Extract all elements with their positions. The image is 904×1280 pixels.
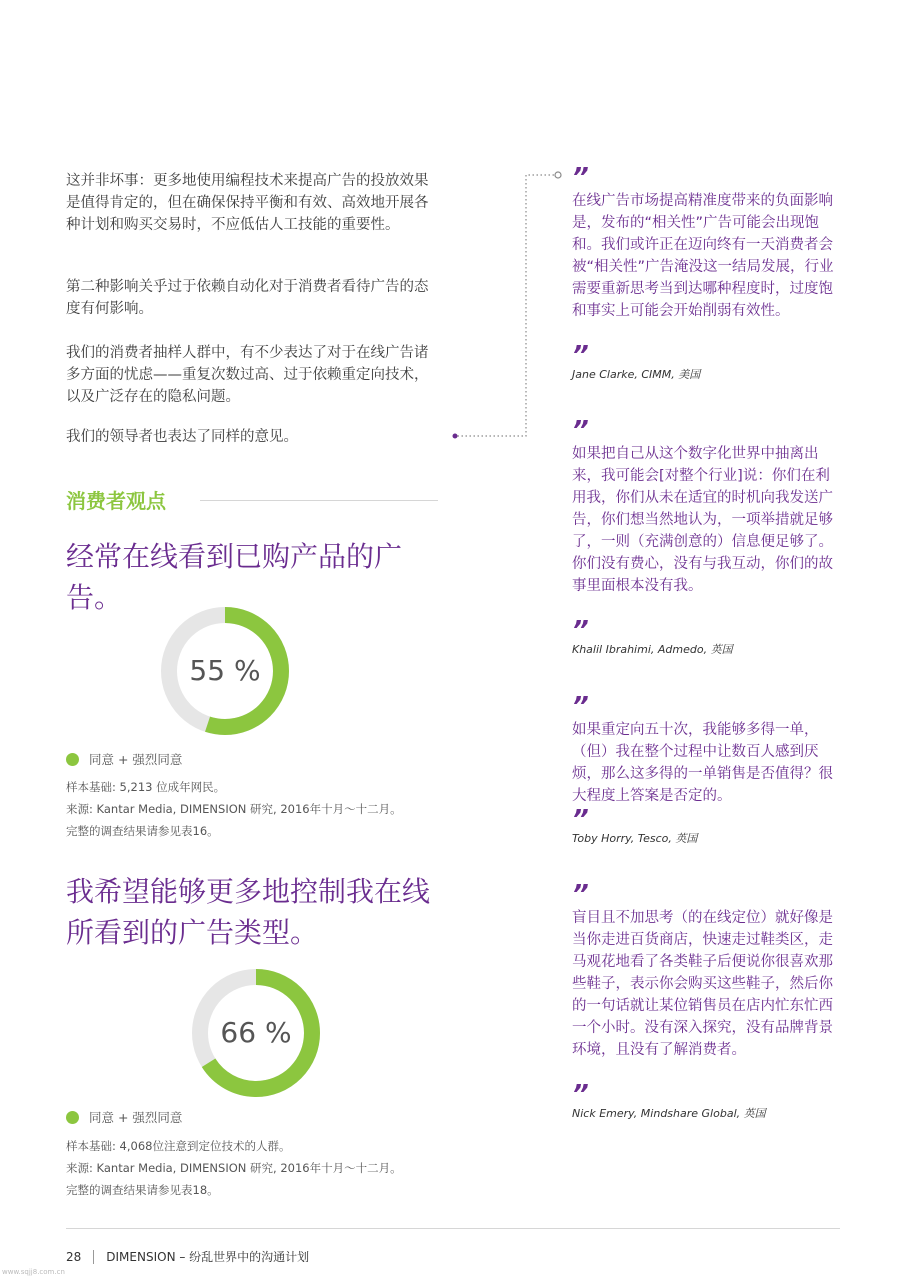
quote-4-text: 盲目且不加思考（的在线定位）就好像是当你走进百货商店，快速走过鞋类区，走马观花地看了各类鞋子后便说你很喜欢那些鞋子，表示你会购买这些鞋子，然后你的一句话就让某位销售员在店内忙东忙西一个小时。没有深入探究，没有品牌背景环境，且没有了解消费者。 bbox=[572, 910, 833, 1058]
quote-2-author: Khalil Ibrahimi, Admedo, 英国 bbox=[572, 643, 733, 656]
quote-3-close-mark-icon: ” bbox=[572, 805, 589, 835]
legend-dot-icon bbox=[66, 753, 79, 766]
stat-1-headline: 经常在线看到已购产品的广告。 bbox=[66, 540, 403, 614]
stat-2-sample: 样本基础: 4,068位注意到定位技术的人群。 bbox=[66, 1139, 291, 1153]
quote-4-mark-icon: ” bbox=[572, 880, 589, 910]
intro-paragraph-2: 第二种影响关乎过于依赖自动化对于消费者看待广告的态度有何影响。 bbox=[66, 279, 429, 317]
quote-1-author: Jane Clarke, CIMM, 美国 bbox=[572, 368, 701, 381]
quote-1-mark-icon: ” bbox=[572, 163, 589, 193]
quote-3-text: 如果重定向五十次，我能够多得一单，（但）我在整个过程中让数百人感到厌烦，那么这多得的一单销售是否值得？很大程度上答案是否定的。 bbox=[572, 722, 833, 804]
stat-1-legend bbox=[66, 750, 182, 768]
footer-divider bbox=[66, 1228, 840, 1229]
footer-title: DIMENSION – 纷乱世界中的沟通计划 bbox=[106, 1250, 310, 1264]
section-divider bbox=[200, 500, 438, 501]
intro-paragraph-4: 我们的领导者也表达了同样的意见。 bbox=[66, 429, 298, 445]
stat-2-value: 66 % bbox=[220, 1016, 292, 1049]
section-title: 消费者观点 bbox=[66, 489, 166, 513]
legend-dot-icon bbox=[66, 1111, 79, 1124]
stat-2-legend bbox=[66, 1108, 182, 1126]
quote-4-close-mark-icon: ” bbox=[572, 1080, 589, 1110]
stat-1-sample: 样本基础: 5,213 位成年网民。 bbox=[66, 780, 226, 794]
stat-1-value: 55 % bbox=[189, 654, 261, 687]
stat-2-legend-label: 同意 + 强烈同意 bbox=[89, 1110, 183, 1125]
intro-paragraph-1: 这并非坏事：更多地使用编程技术来提高广告的投放效果是值得肯定的，但在确保保持平衡和有效、高效地开展各种计划和购买交易时，不应低估人工技能的重要性。 bbox=[66, 173, 429, 233]
quote-2-close-mark-icon: ” bbox=[572, 616, 589, 646]
stat-1-source: 来源: Kantar Media, DIMENSION 研究, 2016年十月～十二月。 bbox=[66, 802, 402, 816]
footer-separator bbox=[93, 1250, 94, 1264]
dotted-connector bbox=[448, 166, 566, 446]
watermark: www.sqjj8.com.cn bbox=[2, 1268, 65, 1276]
stat-2-source: 来源: Kantar Media, DIMENSION 研究, 2016年十月～十二月。 bbox=[66, 1161, 402, 1175]
stat-1-legend-label: 同意 + 强烈同意 bbox=[89, 752, 183, 767]
stat-2-headline: 我希望能够更多地控制我在线所看到的广告类型。 bbox=[66, 875, 431, 949]
stat-1-reference: 完整的调查结果请参见表16。 bbox=[66, 824, 219, 838]
quote-2-mark-icon: ” bbox=[572, 416, 589, 446]
quote-4-author: Nick Emery, Mindshare Global, 英国 bbox=[572, 1107, 766, 1120]
intro-paragraph-3: 我们的消费者抽样人群中，有不少表达了对于在线广告诸多方面的忧虑——重复次数过高、过于依赖重定向技术，以及广泛存在的隐私问题。 bbox=[66, 345, 429, 405]
quote-3-mark-icon: ” bbox=[572, 692, 589, 722]
quote-1-text: 在线广告市场提高精准度带来的负面影响是，发布的“相关性”广告可能会出现饱和。我们或许正在迈向终有一天消费者会被“相关性”广告淹没这一结局发展，行业需要重新思考当到达哪种程度时，过度饱和事实上可能会开始削弱有效性。 bbox=[572, 193, 834, 319]
stat-2-reference: 完整的调查结果请参见表18。 bbox=[66, 1183, 219, 1197]
quote-1-close-mark-icon: ” bbox=[572, 341, 589, 371]
page-number: 28 bbox=[66, 1249, 82, 1264]
footer bbox=[66, 1248, 309, 1265]
quote-2-text: 如果把自己从这个数字化世界中抽离出来，我可能会[对整个行业]说：你们在利用我，你们从未在适宜的时机向我发送广告，你们想当然地认为，一项举措就足够了，一则（充满创意的）信息便足够了。你们没有费心，没有与我互动，你们的故事里面根本没有我。 bbox=[572, 446, 833, 594]
quote-3-author: Toby Horry, Tesco, 英国 bbox=[572, 832, 698, 845]
